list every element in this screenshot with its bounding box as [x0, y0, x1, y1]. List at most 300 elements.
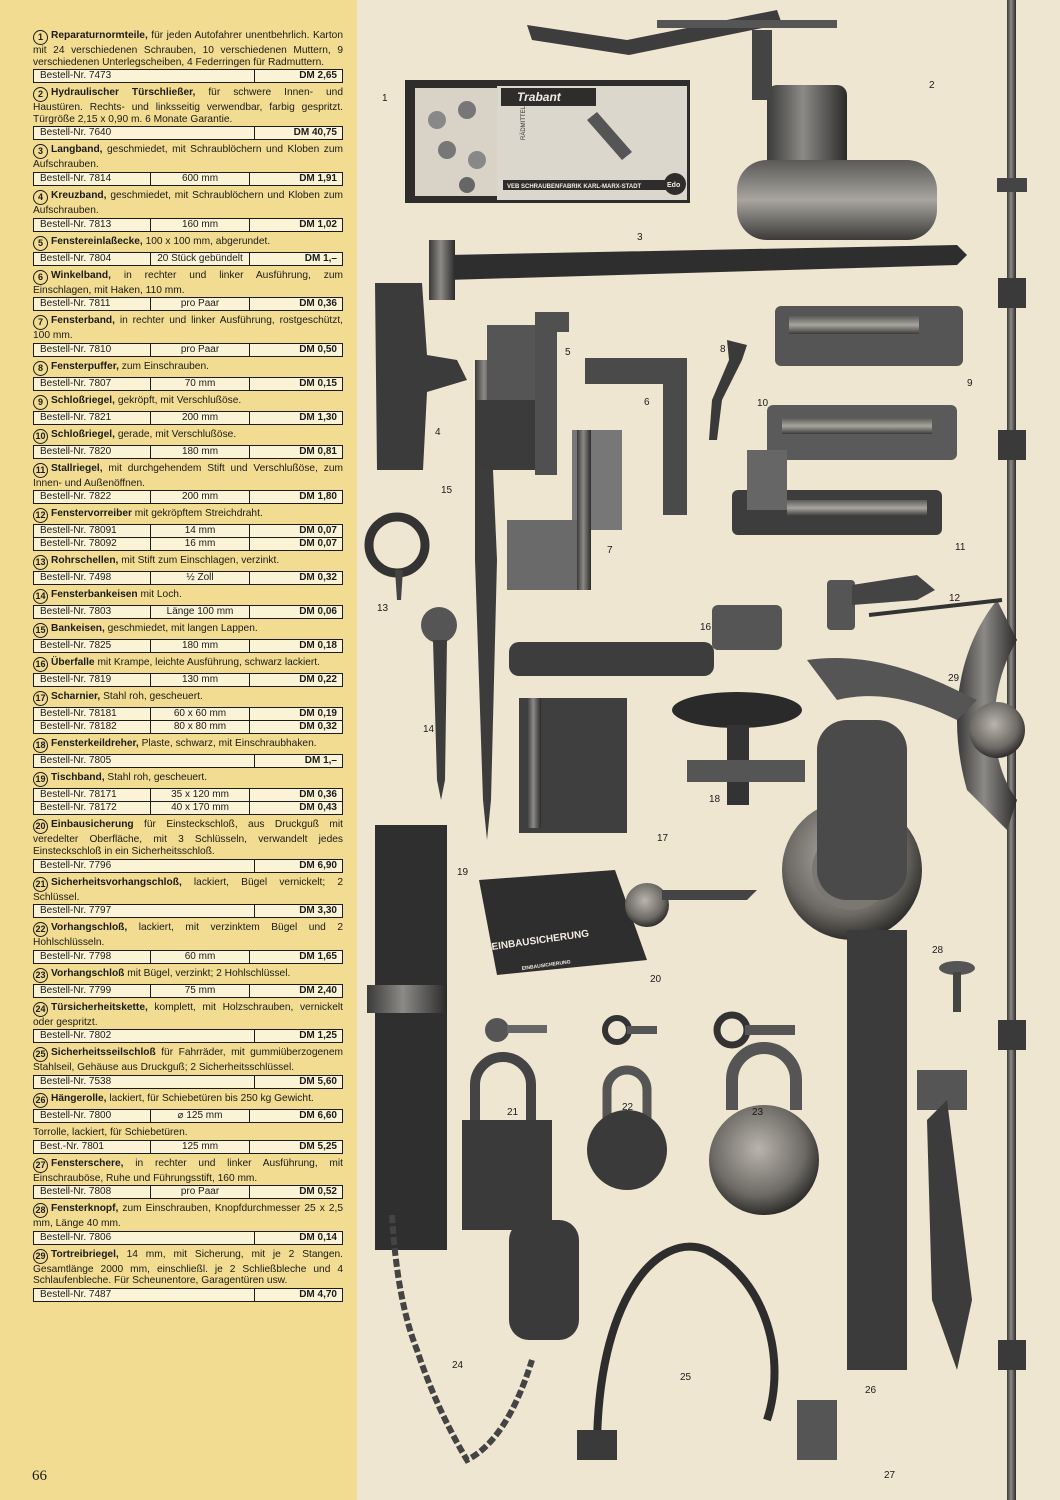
order-price: DM 1,30 — [299, 411, 337, 423]
item-name: Sicherheitsvorhangschloß, — [51, 876, 182, 888]
entry-description — [33, 1158, 343, 1185]
order-price: DM 1,– — [304, 755, 337, 767]
item-name: Tischband, — [51, 772, 105, 784]
figure-number: 13 — [377, 603, 389, 614]
figure-number: 3 — [637, 232, 643, 243]
catalog-entry — [33, 691, 343, 734]
order-number: Bestell-Nr. 7798 — [34, 951, 151, 963]
item-name: Fensterschere, — [51, 1157, 124, 1169]
catalog-entry — [33, 144, 343, 186]
catalog-entry — [33, 87, 343, 140]
catalog-entry — [33, 657, 343, 687]
order-number: Bestell-Nr. 7820 — [34, 446, 151, 458]
entry-description — [33, 236, 343, 251]
order-number: Bestell-Nr. 7498 — [34, 572, 151, 584]
item-text: geschmiedet, mit langen Lappen. — [104, 623, 258, 635]
order-row — [33, 297, 343, 311]
order-size: 160 mm — [151, 219, 250, 231]
item-text: geschmiedet, mit Schraublöchern und Kloben zum Aufschrauben. — [33, 144, 343, 171]
catalog-entry — [33, 395, 343, 425]
entry-description — [33, 30, 343, 68]
padlocks — [462, 1048, 819, 1230]
catalog-entry — [33, 463, 343, 505]
item-number-badge: 21 — [33, 877, 48, 892]
order-price: DM 0,22 — [299, 674, 337, 686]
entry-description — [33, 877, 343, 904]
catalog-entry — [33, 738, 343, 768]
item-number-badge: 14 — [33, 589, 48, 604]
order-row — [33, 1231, 343, 1245]
order-price: DM 0,81 — [299, 445, 337, 457]
catalog-entry — [33, 190, 343, 232]
entry-description — [33, 819, 343, 857]
order-number: Bestell-Nr. 78172 — [34, 802, 151, 814]
item-number-badge: 18 — [33, 738, 48, 753]
item-number-badge: 10 — [33, 429, 48, 444]
cross-hinge — [375, 283, 537, 470]
item-text: mit Bügel, verzinkt; 2 Hohlschlüssel. — [124, 967, 291, 979]
window-buffer — [709, 340, 747, 440]
order-price: DM 1,02 — [299, 218, 337, 230]
catalog-entry — [33, 589, 343, 619]
entry-description — [33, 1203, 343, 1230]
item-number-badge: 5 — [33, 236, 48, 251]
order-number: Bestell-Nr. 78092 — [34, 538, 151, 550]
order-row — [33, 1185, 343, 1199]
item-name: Vorhangschloß — [51, 967, 125, 979]
item-number-badge: 8 — [33, 361, 48, 376]
order-number: Bestell-Nr. 7808 — [34, 1186, 151, 1198]
order-size: pro Paar — [151, 298, 250, 310]
item-name: Stallriegel, — [51, 462, 103, 474]
item-name: Fensterbankeisen — [51, 589, 138, 601]
order-size: 35 x 120 mm — [151, 789, 250, 801]
catalog-list — [33, 30, 343, 1306]
catalog-entry — [33, 1203, 343, 1245]
item-name: Fenstervorreiber — [51, 508, 132, 520]
illustration-plate — [357, 0, 1060, 1500]
lock-bolts — [732, 306, 963, 535]
item-name: Langband, — [51, 144, 103, 156]
item-text: gekröpft, mit Verschlußöse. — [114, 394, 242, 406]
order-row — [33, 537, 343, 551]
order-price: DM 0,07 — [299, 525, 337, 537]
order-row — [33, 69, 343, 83]
order-row — [33, 801, 343, 815]
figure-number: 25 — [680, 1372, 692, 1383]
order-number: Bestell-Nr. 78171 — [34, 789, 151, 801]
order-number: Bestell-Nr. 7813 — [34, 219, 151, 231]
order-row — [33, 1288, 343, 1302]
catalog-entry — [33, 1127, 343, 1154]
door-chain — [392, 1215, 579, 1460]
item-name: Rohrschellen, — [51, 555, 119, 567]
entry-description — [33, 657, 343, 672]
price-list-column — [0, 0, 357, 1500]
figure-number: 12 — [949, 593, 961, 604]
order-price: DM 0,14 — [299, 1231, 337, 1243]
order-number: Bestell-Nr. 7804 — [34, 253, 151, 265]
entry-description — [33, 508, 343, 523]
catalog-entry — [33, 508, 343, 551]
order-row — [33, 377, 343, 391]
item-number-badge: 27 — [33, 1158, 48, 1173]
item-number-badge: 2 — [33, 87, 48, 102]
item-name: Fenstereinlaßecke, — [51, 235, 143, 247]
figure-number: 9 — [967, 378, 973, 389]
order-size: 125 mm — [151, 1141, 250, 1153]
window-knob — [939, 961, 975, 1012]
bench-iron — [475, 470, 497, 840]
figure-number: 7 — [607, 545, 613, 556]
entry-description — [33, 1047, 343, 1074]
order-row — [33, 673, 343, 687]
item-name: Einbausicherung — [51, 819, 134, 831]
catalog-entry — [33, 623, 343, 653]
item-number-badge: 6 — [33, 270, 48, 285]
entry-description — [33, 315, 343, 342]
order-size: Länge 100 mm — [151, 606, 250, 618]
item-text: in rechter und linker Ausführung, zum Einschlagen, mit Haken, 110 mm. — [33, 269, 343, 296]
long-strap-hinge — [429, 240, 967, 300]
order-row — [33, 218, 343, 232]
item-name: Kreuzband, — [51, 189, 107, 201]
entry-description — [33, 463, 343, 490]
order-price: DM 2,40 — [299, 984, 337, 996]
entry-description — [33, 589, 343, 604]
security-box — [479, 870, 757, 975]
figure-number: 23 — [752, 1107, 764, 1118]
padlock-keys — [485, 1015, 795, 1045]
order-price: DM 0,15 — [299, 377, 337, 389]
item-text: Stahl roh, gescheuert. — [100, 691, 203, 703]
item-name: Fensterpuffer, — [51, 360, 119, 372]
order-price: DM 2,65 — [299, 70, 337, 82]
order-size: 200 mm — [151, 491, 250, 503]
item-number-badge: 9 — [33, 395, 48, 410]
catalog-entry — [33, 1002, 343, 1044]
figure-number: 19 — [457, 867, 469, 878]
figure-number: 29 — [948, 673, 960, 684]
item-number-badge: 24 — [33, 1002, 48, 1017]
catalog-entry — [33, 1093, 343, 1123]
figure-number: 17 — [657, 833, 669, 844]
item-text: für schwere Innen- und Haustüren. Rechts- und linksseitig verwendbar, farbig gespritzt. Türgröße 2,15 x 0,90 m. 6 Monate Garantie. — [33, 87, 343, 125]
order-size: 40 x 170 mm — [151, 802, 250, 814]
item-number-badge: 4 — [33, 190, 48, 205]
item-text: zum Einschrauben, Knopfdurchmesser 25 x 2,5 mm, Länge 40 mm. — [33, 1203, 343, 1230]
entry-description — [33, 1093, 343, 1108]
figure-number: 21 — [507, 1107, 519, 1118]
order-number: Bestell-Nr. 7796 — [34, 860, 255, 872]
figure-number: 27 — [884, 1470, 896, 1481]
order-price: DM 6,60 — [299, 1109, 337, 1121]
figure-number: 5 — [565, 347, 571, 358]
catalog-entry — [33, 877, 343, 919]
item-number-badge: 17 — [33, 691, 48, 706]
catalog-entry — [33, 772, 343, 815]
order-number: Bestell-Nr. 7822 — [34, 491, 151, 503]
figure-number: 26 — [865, 1385, 877, 1396]
figure-number: 4 — [435, 427, 441, 438]
catalog-entry — [33, 236, 343, 266]
item-text: lackiert, Bügel vernickelt; 2 Schlüssel. — [33, 876, 343, 903]
order-number: Bestell-Nr. 7805 — [34, 755, 255, 767]
catalog-entry — [33, 1047, 343, 1089]
entry-description — [33, 395, 343, 410]
item-name: Hängerolle, — [51, 1092, 107, 1104]
order-number: Bestell-Nr. 78182 — [34, 721, 151, 733]
entry-description — [33, 190, 343, 217]
order-row — [33, 720, 343, 734]
item-text: 14 mm, mit Sicherung, mit je 2 Stangen. Gesamtlänge 2000 mm, einschließl. je 2 Schließbleche und 4 Schlaufenbleche. Für Scheunentore, Garagentüren usw. — [33, 1248, 343, 1287]
catalog-entry — [33, 30, 343, 83]
order-size: 130 mm — [151, 674, 250, 686]
order-row — [33, 904, 343, 918]
figure-number: 28 — [932, 945, 944, 956]
box-side-text: RÄDMITTEL — [521, 105, 527, 140]
entry-description — [33, 772, 343, 787]
order-row — [33, 984, 343, 998]
item-text: mit durchgehendem Stift und Verschlußöse, zum Innen- und Außenöffnen. — [33, 462, 343, 489]
item-number-badge: 12 — [33, 508, 48, 523]
catalog-entry — [33, 270, 343, 312]
item-text: zum Einschrauben. — [118, 360, 209, 372]
item-text: lackiert, für Schiebetüren bis 250 kg Gewicht. — [106, 1092, 314, 1104]
item-name: Reparaturnormteile, — [51, 30, 148, 41]
catalog-entry — [33, 819, 343, 872]
entry-description — [33, 1249, 343, 1287]
figure-number: 2 — [929, 80, 935, 91]
item-number-badge: 25 — [33, 1047, 48, 1062]
entry-description — [33, 1127, 343, 1139]
order-number: Best.-Nr. 7801 — [34, 1141, 151, 1153]
order-size: 14 mm — [151, 525, 250, 537]
catalog-entry — [33, 555, 343, 585]
order-number: Bestell-Nr. 7799 — [34, 985, 151, 997]
order-row — [33, 788, 343, 802]
item-name: Tortreibriegel, — [51, 1248, 119, 1260]
entry-description — [33, 87, 343, 125]
item-text: lackiert, mit verzinktem Bügel und 2 Hohlschlüsseln. — [33, 922, 343, 949]
item-text: gerade, mit Verschlußöse. — [114, 428, 237, 440]
order-price: DM 0,52 — [299, 1186, 337, 1198]
table-hinge — [367, 825, 447, 1250]
item-name: Schloßriegel, — [51, 428, 115, 440]
order-price: DM 0,06 — [299, 606, 337, 618]
catalog-entry — [33, 429, 343, 459]
order-price: DM 4,70 — [299, 1288, 337, 1300]
order-number: Bestell-Nr. 7803 — [34, 606, 151, 618]
order-row — [33, 950, 343, 964]
window-catch — [827, 575, 1002, 630]
order-number: Bestell-Nr. 7807 — [34, 378, 151, 390]
entry-description — [33, 623, 343, 638]
order-size: 600 mm — [151, 173, 250, 185]
order-size: ⌀ 125 mm — [151, 1110, 250, 1122]
item-number-badge: 15 — [33, 623, 48, 638]
item-text: 100 x 100 mm, abgerundet. — [142, 235, 271, 247]
order-number: Bestell-Nr. 7473 — [34, 70, 255, 82]
order-price: DM 5,25 — [299, 1140, 337, 1152]
order-price: DM 0,07 — [299, 538, 337, 550]
order-size: 180 mm — [151, 640, 250, 652]
order-row — [33, 1109, 343, 1123]
item-name: Winkelband, — [51, 269, 111, 281]
figure-number: 1 — [382, 93, 388, 104]
catalog-entry — [33, 922, 343, 964]
order-price: DM 3,30 — [299, 905, 337, 917]
item-text: für Einsteckschloß, aus Druckguß mit veredelter Oberfläche, mit 3 Schlüsseln, verwandelt jedes Einsteckschloß in ein Sicherheitsschloß. — [33, 819, 343, 857]
item-text: in rechter und linker Ausführung, rostgeschützt, 100 mm. — [33, 315, 343, 342]
figure-number: 14 — [423, 724, 435, 735]
order-row — [33, 343, 343, 357]
figure-number: 18 — [709, 794, 721, 805]
repair-parts-box — [405, 80, 690, 203]
item-text: für Fahrräder, mit gummiüberzogenem Stahlseil, Gehäuse aus Druckguß; 2 Sicherheitsschlüssel. — [33, 1047, 343, 1074]
entry-description — [33, 968, 343, 983]
order-size: ½ Zoll — [151, 572, 250, 584]
order-number: Bestell-Nr. 78091 — [34, 525, 151, 537]
order-size: 70 mm — [151, 378, 250, 390]
order-price: DM 1,80 — [299, 491, 337, 503]
security-box-label: EINBAUSICHERUNG — [490, 928, 590, 953]
order-number: Bestell-Nr. 7825 — [34, 640, 151, 652]
item-text: mit Krampe, leichte Ausführung, schwarz lackiert. — [94, 657, 320, 669]
item-name: Schloßriegel, — [51, 394, 115, 406]
order-size: 75 mm — [151, 985, 250, 997]
order-row — [33, 754, 343, 768]
figure-number: 20 — [650, 974, 662, 985]
entry-description — [33, 270, 343, 297]
order-row — [33, 445, 343, 459]
order-price: DM 6,90 — [299, 859, 337, 871]
order-price: DM 5,60 — [299, 1075, 337, 1087]
order-row — [33, 126, 343, 140]
item-name: Vorhangschloß, — [51, 922, 128, 934]
order-number: Bestell-Nr. 7814 — [34, 173, 151, 185]
entry-description — [33, 922, 343, 949]
item-number-badge: 7 — [33, 315, 48, 330]
item-text: Plaste, schwarz, mit Einschraubhaken. — [138, 738, 317, 750]
item-number-badge: 28 — [33, 1203, 48, 1218]
figure-number: 8 — [720, 344, 726, 355]
item-text: mit gekröpftem Streichdraht. — [131, 508, 263, 520]
item-number-badge: 26 — [33, 1093, 48, 1108]
catalog-entry — [33, 361, 343, 391]
order-price: DM 0,43 — [299, 802, 337, 814]
wedge-turner — [672, 692, 805, 805]
item-number-badge: 3 — [33, 144, 48, 159]
order-price: DM 0,18 — [299, 640, 337, 652]
entry-description — [33, 1002, 343, 1029]
order-size: 200 mm — [151, 412, 250, 424]
catalog-entry — [33, 315, 343, 357]
order-price: DM 40,75 — [293, 127, 337, 139]
figure-number: 24 — [452, 1360, 464, 1371]
order-row — [33, 1075, 343, 1089]
order-size: 20 Stück gebündelt — [151, 253, 250, 265]
item-number-badge: 1 — [33, 30, 48, 45]
order-number: Bestell-Nr. 7800 — [34, 1110, 151, 1122]
order-number: Bestell-Nr. 7806 — [34, 1232, 255, 1244]
entry-description — [33, 361, 343, 376]
order-row — [33, 639, 343, 653]
order-number: Bestell-Nr. 7802 — [34, 1030, 255, 1042]
item-name: Türsicherheitskette, — [51, 1001, 148, 1013]
item-number-badge: 23 — [33, 968, 48, 983]
hanging-roller — [782, 720, 922, 1370]
item-text: komplett, mit Holzschrauben, vernickelt oder gespritzt. — [33, 1001, 343, 1028]
item-name: Hydraulischer Türschließer, — [51, 87, 196, 99]
item-name: Bankeisen, — [51, 623, 105, 635]
order-price: DM 1,65 — [299, 950, 337, 962]
order-row — [33, 172, 343, 186]
security-box-sub: EINBAUSICHERUNG — [521, 959, 571, 972]
item-number-badge: 11 — [33, 463, 48, 478]
butt-hinge — [519, 698, 627, 833]
cable-lock — [577, 1247, 775, 1460]
figure-number: 15 — [441, 485, 453, 496]
product-illustrations — [357, 0, 1060, 1500]
order-number: Bestell-Nr. 7487 — [34, 1289, 255, 1301]
order-price: DM 0,32 — [299, 572, 337, 584]
order-number: Bestell-Nr. 7811 — [34, 298, 151, 310]
pipe-clip — [369, 517, 425, 600]
item-name: Scharnier, — [51, 691, 101, 703]
order-number: Bestell-Nr. 7810 — [34, 344, 151, 356]
order-price: DM 1,25 — [299, 1030, 337, 1042]
order-price: DM 0,19 — [299, 708, 337, 720]
item-name: Fensterknopf, — [51, 1203, 119, 1215]
item-text: Stahl roh, gescheuert. — [104, 772, 208, 784]
entry-description — [33, 144, 343, 171]
item-number-badge: 19 — [33, 772, 48, 787]
box-maker-text: VEB SCHRAUBENFABRIK KARL-MARX-STADT — [507, 184, 642, 190]
item-text: in rechter und linker Ausführung, mit Einschrauböse, Ruhe und Führungsstift, 160 mm. — [33, 1157, 343, 1184]
order-size: 16 mm — [151, 538, 250, 550]
order-row — [33, 252, 343, 266]
order-price: DM 1,– — [304, 252, 337, 264]
order-size: 60 mm — [151, 951, 250, 963]
item-text: mit Stift zum Einschlagen, verzinkt. — [118, 555, 280, 567]
order-row — [33, 490, 343, 504]
catalog-entry — [33, 1158, 343, 1200]
order-row — [33, 859, 343, 873]
order-row — [33, 707, 343, 721]
entry-description — [33, 691, 343, 706]
order-number: Bestell-Nr. 7819 — [34, 674, 151, 686]
catalog-entry — [33, 1249, 343, 1302]
order-size: 60 x 60 mm — [151, 708, 250, 720]
window-corner-plate — [535, 312, 569, 475]
order-price: DM 1,91 — [299, 172, 337, 184]
item-number-badge: 22 — [33, 922, 48, 937]
order-row — [33, 605, 343, 619]
order-price: DM 0,50 — [299, 343, 337, 355]
order-row — [33, 571, 343, 585]
figure-number: 10 — [757, 398, 769, 409]
item-number-badge: 16 — [33, 657, 48, 672]
figure-number: 16 — [700, 622, 712, 633]
item-name: Sicherheitsseilschloß — [51, 1047, 156, 1059]
item-name: Fensterkeildreher, — [51, 738, 139, 750]
order-number: Bestell-Nr. 7640 — [34, 127, 255, 139]
entry-description — [33, 555, 343, 570]
order-price: DM 0,36 — [299, 298, 337, 310]
catalog-entry — [33, 968, 343, 998]
entry-description — [33, 738, 343, 753]
